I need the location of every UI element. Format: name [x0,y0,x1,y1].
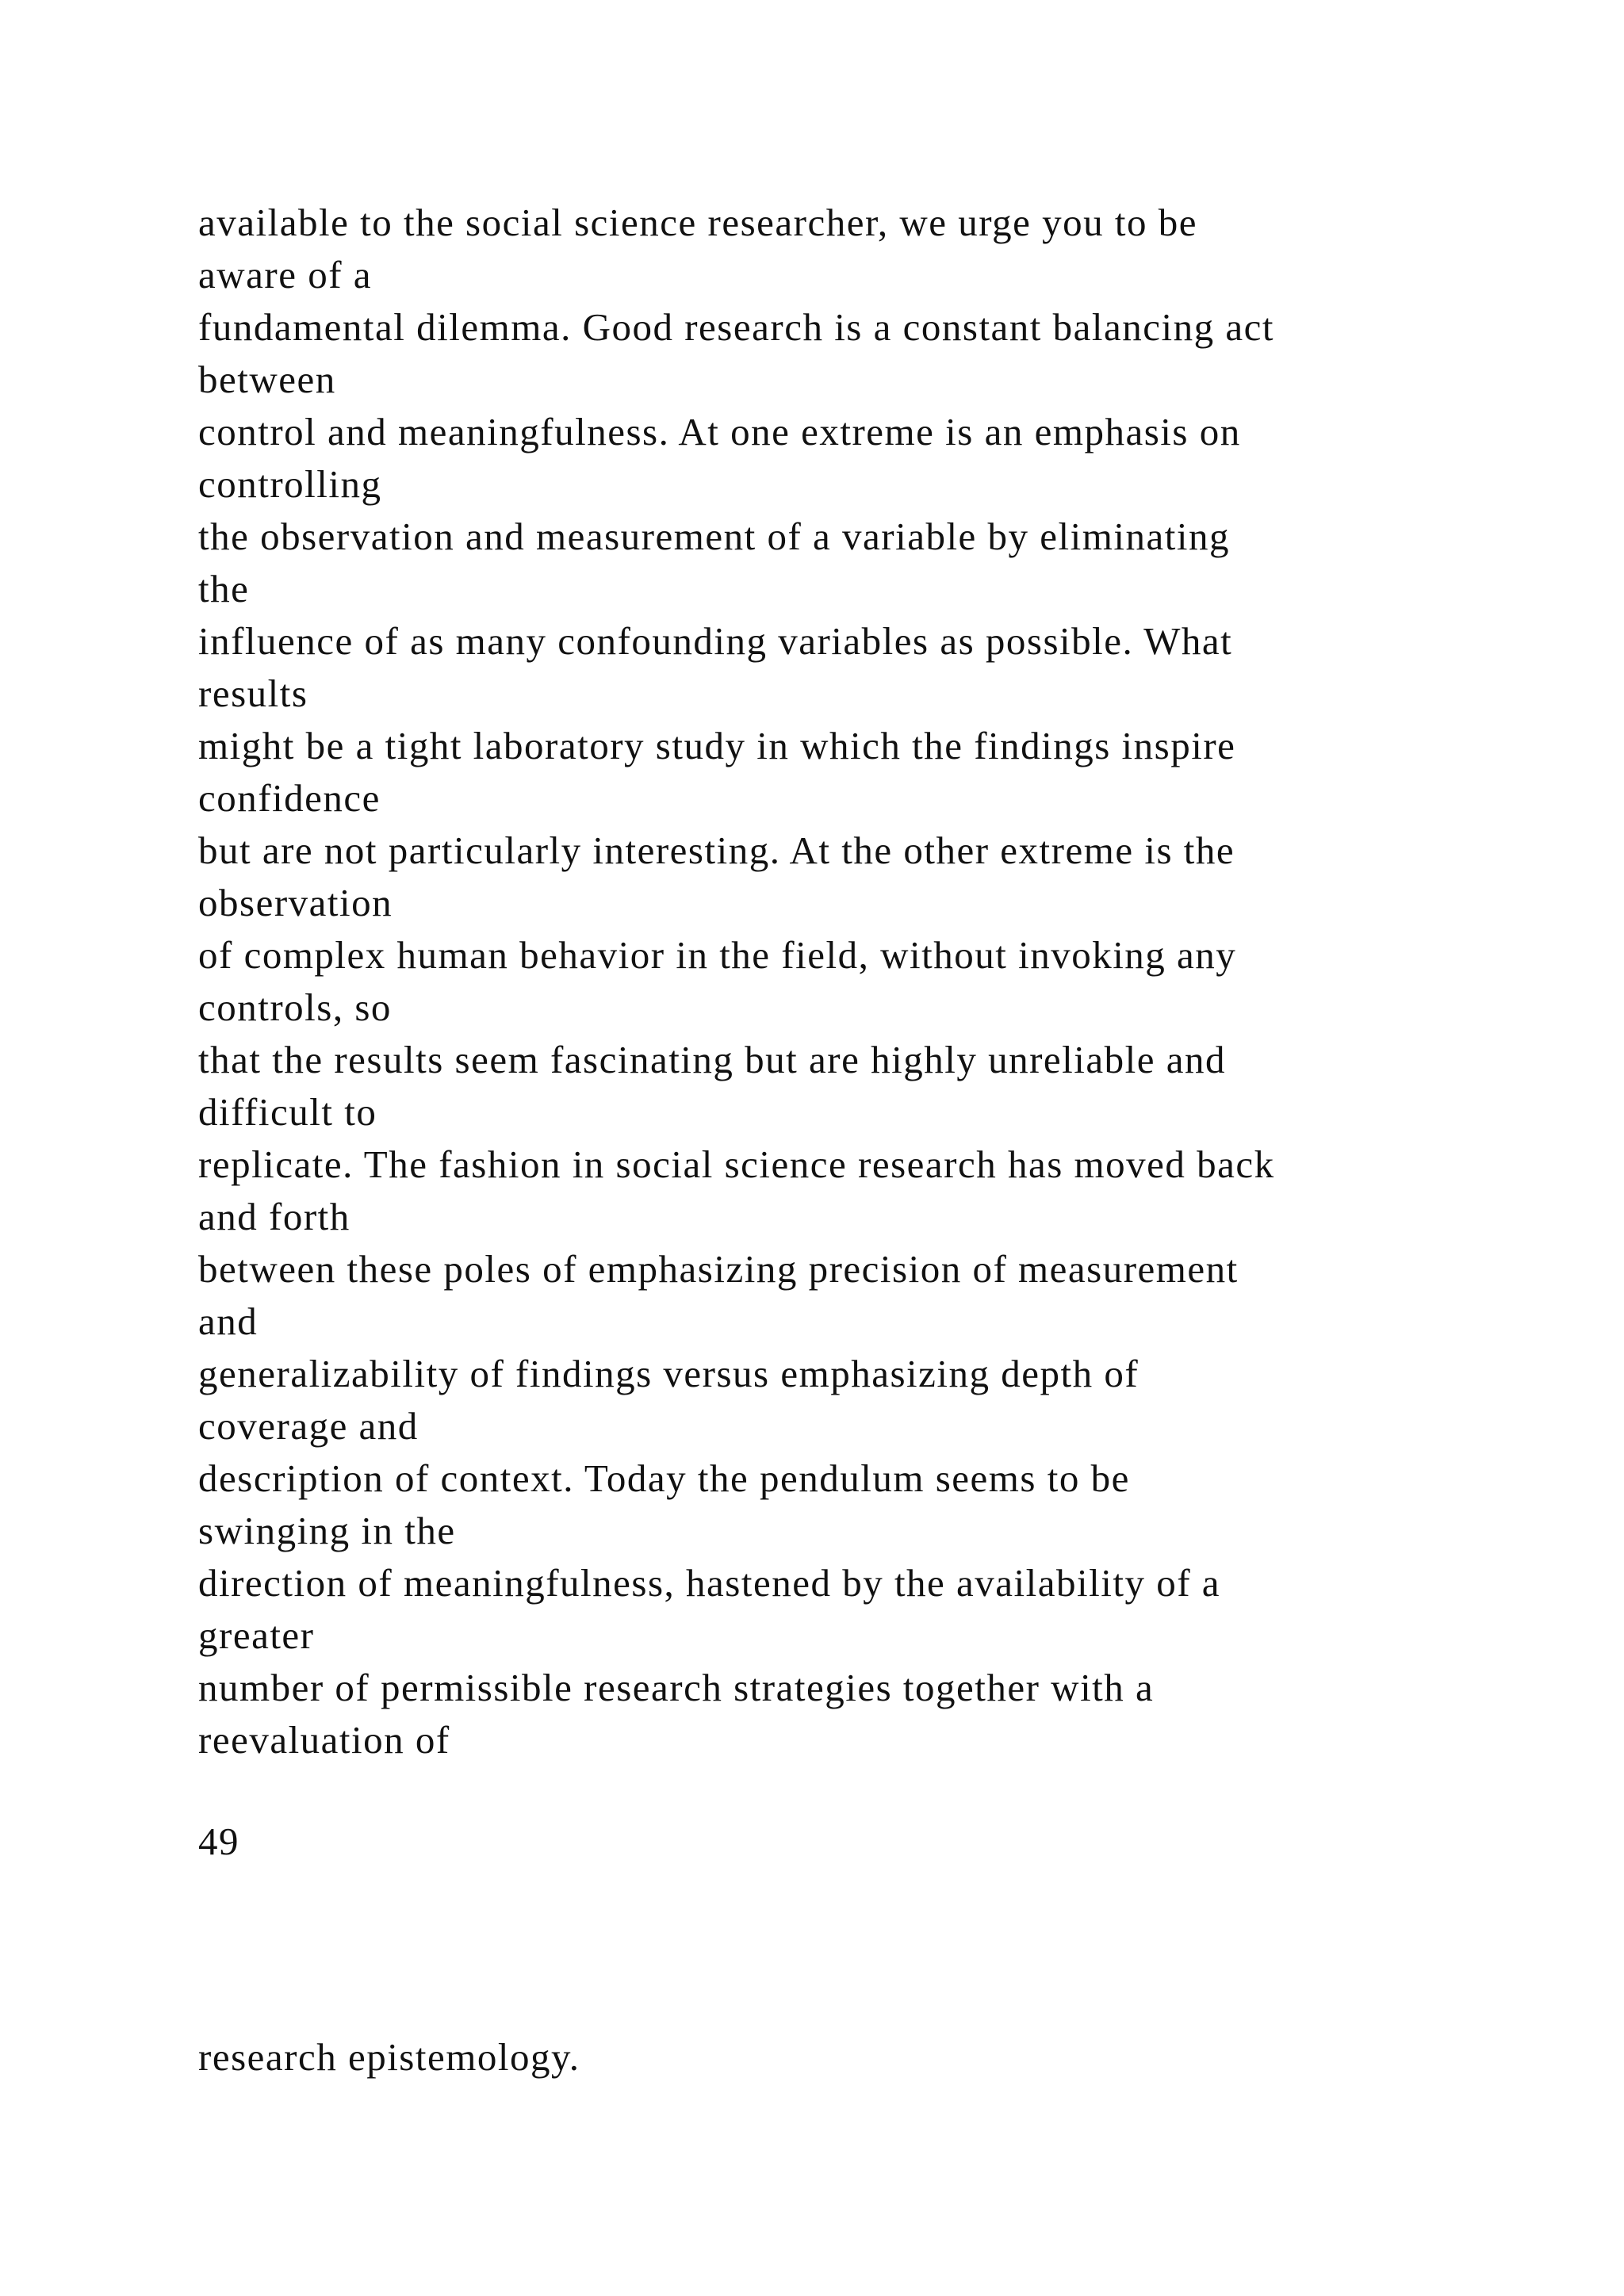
text-line: control and meaningfulness. At one extreme is an emphasis on [198,410,1241,453]
text-line: coverage and [198,1404,419,1448]
text-line: observation [198,881,393,924]
text-line: but are not particularly interesting. At the other extreme is the [198,828,1235,872]
text-line: available to the social science researcher, we urge you to be [198,201,1198,244]
text-line: generalizability of findings versus emphasizing depth of [198,1352,1139,1395]
text-line: between [198,358,336,401]
text-line: reevaluation of [198,1718,450,1762]
text-line: controlling [198,462,382,506]
text-line: between these poles of emphasizing precision of measurement [198,1247,1239,1291]
text-line: controls, so [198,985,392,1029]
text-line: the observation and measurement of a variable by eliminating [198,515,1230,558]
continued-text-line: research epistemology. [198,2035,580,2079]
text-line: difficult to [198,1090,377,1134]
body-text [198,197,1546,1766]
page-number: 49 [198,1820,239,1863]
text-line: direction of meaningfulness, hastened by the availability of a [198,1561,1221,1605]
text-line: swinging in the [198,1509,456,1552]
text-line: and [198,1299,259,1343]
text-line: greater [198,1613,315,1657]
text-line: aware of a [198,253,373,297]
text-line: number of permissible research strategies together with a [198,1666,1155,1709]
text-line: and forth [198,1195,350,1238]
text-line: might be a tight laboratory study in which the findings inspire [198,724,1236,767]
text-line: replicate. The fashion in social science research has moved back [198,1142,1275,1186]
text-line: influence of as many confounding variables as possible. What [198,619,1233,663]
text-line: description of context. Today the pendulum seems to be [198,1456,1130,1500]
text-line: confidence [198,776,381,820]
text-line: that the results seem fascinating but are highly unreliable and [198,1038,1226,1081]
text-line: the [198,567,250,610]
text-line: fundamental dilemma. Good research is a constant balancing act [198,305,1274,349]
text-line: results [198,672,308,715]
text-line: of complex human behavior in the field, without invoking any [198,933,1237,977]
